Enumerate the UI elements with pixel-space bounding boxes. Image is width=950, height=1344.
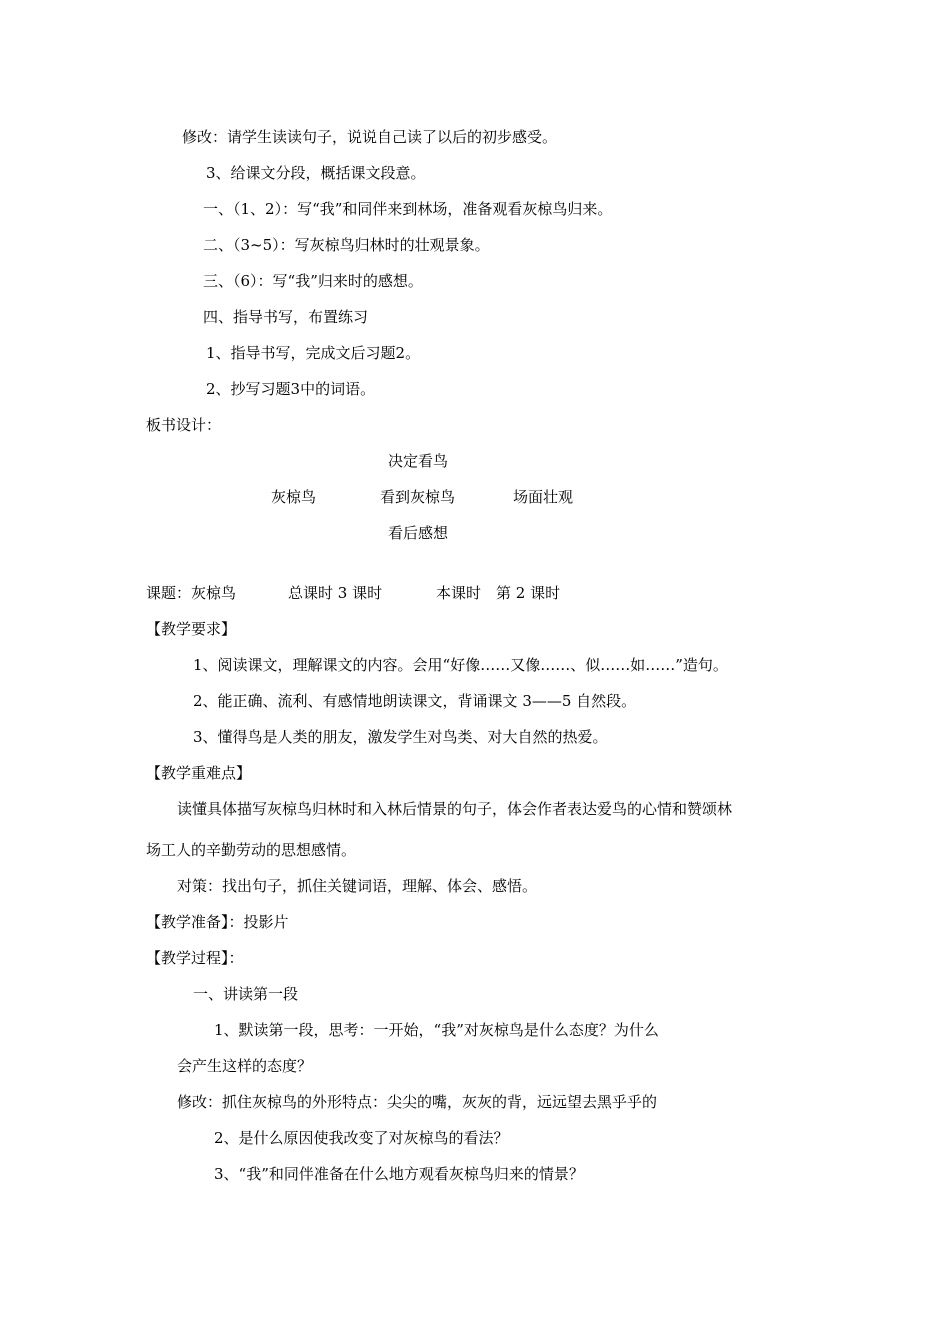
- key-points-line-2: 场工人的辛勤劳动的思想感情。: [146, 841, 357, 859]
- question-2: 2、是什么原因使我改变了对灰椋鸟的看法？: [214, 1129, 509, 1147]
- board-middle-item: 看到灰椋鸟: [380, 488, 456, 506]
- process-heading: 【教学过程】：: [146, 949, 244, 967]
- requirement-item-3: 3、懂得鸟是人类的朋友，激发学生对鸟类、对大自然的热爱。: [193, 728, 608, 746]
- step-3-heading: 3、给课文分段，概括课文段意。: [206, 164, 426, 182]
- requirements-heading: 【教学要求】: [146, 620, 237, 638]
- practice-item-1: 1、指导书写，完成文后习题2。: [206, 344, 421, 362]
- process-section-1: 一、讲读第一段: [193, 985, 299, 1003]
- board-top-item: 决定看鸟: [388, 452, 449, 470]
- key-points-heading: 【教学重难点】: [146, 764, 252, 782]
- question-1-line-2: 会产生这样的态度？: [177, 1057, 313, 1075]
- section-summary-3: 三、（6）：写“我”归来时的感想。: [203, 272, 423, 290]
- requirement-item-1: 1、阅读课文，理解课文的内容。会用“好像……又像……、似……如……”造句。: [193, 656, 728, 674]
- board-left-item: 灰椋鸟: [271, 488, 317, 506]
- lesson-topic: 课题：灰椋鸟: [146, 584, 237, 602]
- key-points-line-1: 读懂具体描写灰椋鸟归林时和入林后情景的句子，体会作者表达爱鸟的心情和赞颂林: [177, 800, 733, 818]
- revise-paragraph: 修改：请学生读读句子，说说自己读了以后的初步感受。: [182, 128, 558, 146]
- question-3: 3、“我”和同伴准备在什么地方观看灰椋鸟归来的情景？: [214, 1165, 584, 1183]
- step-4-heading: 四、指导书写，布置练习: [203, 308, 369, 326]
- section-summary-1: 一、（1、2）：写“我”和同伴来到林场，准备观看灰椋鸟归来。: [203, 200, 613, 218]
- question-1-line-1: 1、默读第一段，思考：一开始，“我”对灰椋鸟是什么态度？为什么: [214, 1021, 659, 1039]
- board-right-item: 场面壮观: [513, 488, 574, 506]
- lesson-current-hour: 本课时 第 2 课时: [436, 584, 561, 602]
- board-design-label: 板书设计：: [146, 416, 222, 434]
- revise-line-2: 修改：抓住灰椋鸟的外形特点：尖尖的嘴，灰灰的背，远远望去黑乎乎的: [177, 1093, 658, 1111]
- section-summary-2: 二、（3~5）：写灰椋鸟归林时的壮观景象。: [203, 236, 490, 254]
- strategy-line: 对策：找出句子，抓住关键词语，理解、体会、感悟。: [177, 877, 538, 895]
- requirement-item-2: 2、能正确、流利、有感情地朗读课文，背诵课文 3——5 自然段。: [193, 692, 637, 710]
- board-bottom-item: 看后感想: [388, 524, 449, 542]
- practice-item-2: 2、抄写习题3中的词语。: [206, 380, 376, 398]
- lesson-total-hours: 总课时 3 课时: [288, 584, 383, 602]
- preparation-line: 【教学准备】：投影片: [146, 913, 289, 931]
